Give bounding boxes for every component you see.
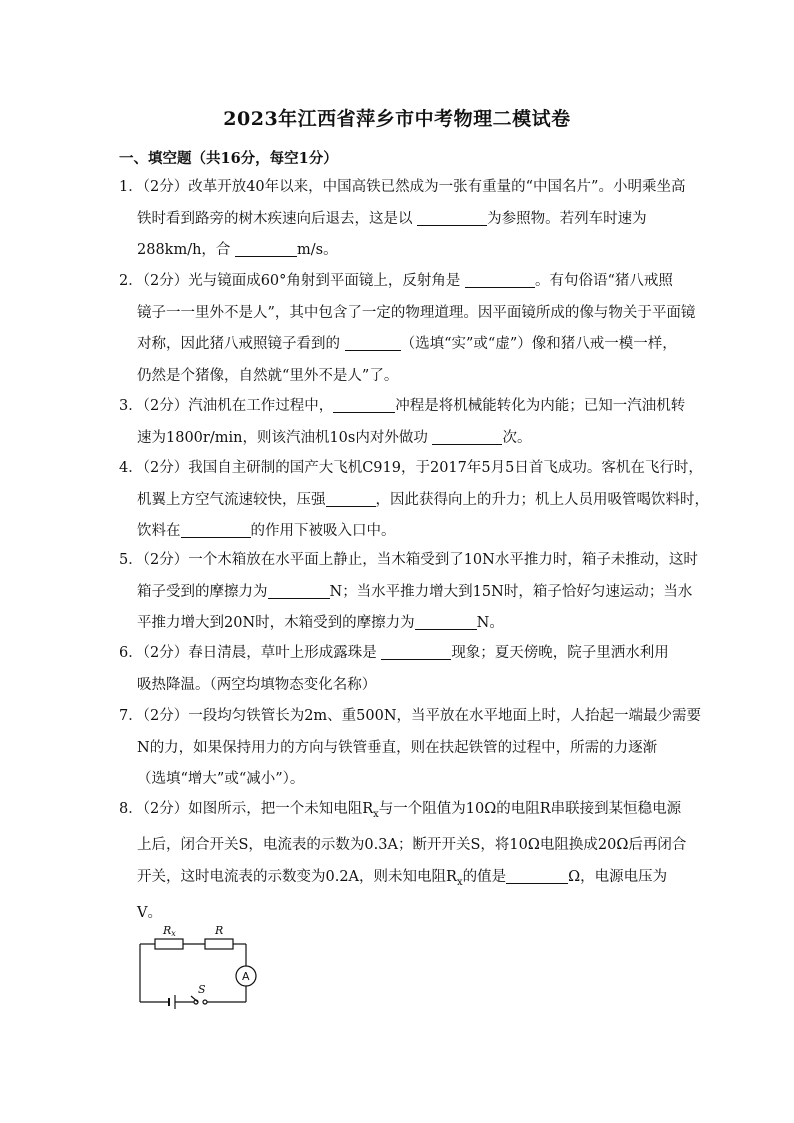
answer-blank[interactable]: [381, 643, 451, 660]
q2-text: （选填“实”或“虚”）像和猪八戒一模一样，: [400, 336, 677, 352]
q1-line-1: 1．（2分）改革开放40年以来，中国高铁已然成为一张有重量的“中国名片”。小明乘坐高: [119, 179, 686, 195]
question-4: [119, 453, 709, 548]
resistor-r: [205, 939, 233, 949]
q8-text: Ω，电源电压为: [568, 868, 668, 885]
answer-blank[interactable]: [345, 334, 401, 351]
q1-text: 铁时看到路旁的树木疾速向后退去，这是以: [137, 210, 418, 227]
q4-text: 饮料在: [137, 523, 181, 539]
q8-text: 开关，这时电流表的示数变为0.2A，则未知电阻R: [137, 868, 457, 885]
section-heading: 一、填空题（共16分，每空1分）: [119, 150, 338, 167]
resistor-rx: [155, 939, 183, 949]
q5-text: N；当水平推力增大到15N时，箱子恰好匀速运动；当水: [329, 583, 693, 600]
q5-line-2: [119, 577, 693, 609]
page-title: 2023年江西省萍乡市中考物理二模试卷: [223, 108, 571, 130]
circuit-diagram: [135, 918, 265, 1010]
answer-blank[interactable]: [326, 490, 376, 507]
q2-text: 对称，因此猪八戒照镜子看到的: [137, 336, 345, 352]
q1-text: m/s。: [297, 242, 338, 258]
q2-line-3: [119, 329, 679, 361]
q4-line-1: 4．（2分）我国自主研制的国产大飞机C919，于2017年5月5日首飞成功。客机在飞行时，: [119, 460, 703, 476]
q8-line-1: [119, 794, 682, 830]
q8-line-3: [119, 862, 679, 898]
answer-blank[interactable]: [268, 582, 330, 599]
answer-blank[interactable]: [506, 867, 568, 884]
question-1: [119, 172, 686, 267]
q4-text: 机翼上方空气流速较快，压强: [137, 491, 326, 508]
q6-text: 6．（2分）春日清晨，草叶上形成露珠是: [119, 645, 382, 661]
q4-line-3: [119, 516, 679, 548]
q7-line-1: 7．（2分）一段均匀铁管长为2m、重500N，当平放在水平地面上时，人抬起一端最少需要: [119, 708, 702, 724]
label-r: R: [215, 924, 224, 937]
q8-line-4: V。: [137, 905, 162, 922]
q8-text: 与一个阻值为10Ω的电阻R串联接到某恒稳电源: [378, 801, 682, 817]
switch-terminal: [203, 1000, 207, 1004]
q5-line-1: 5．（2分）一个木箱放在水平面上静止，当木箱受到了10N水平推力时，箱子未推动，这时: [119, 552, 698, 568]
q5-text: N。: [476, 615, 504, 631]
q8-line-2: 上后，闭合开关S，电流表的示数为0.3A；断开开关S，将10Ω电阻换成20Ω后再闭合: [137, 837, 687, 854]
answer-blank[interactable]: [181, 521, 251, 538]
question-7: [119, 701, 702, 796]
q3-line-2: [119, 423, 679, 455]
answer-blank[interactable]: [432, 428, 502, 445]
answer-blank[interactable]: [415, 613, 477, 630]
label-a: A: [242, 970, 250, 983]
q3-text: 3．（2分）汽油机在工作过程中，: [119, 398, 334, 414]
q7-line-2: N的力，如果保持用力的方向与铁管垂直，则在扶起铁管的过程中，所需的力逐渐: [137, 739, 658, 756]
q5-line-3: [119, 608, 679, 640]
q5-text: 箱子受到的摩擦力为: [137, 583, 268, 600]
q3-text: 速为1800r/min，则该汽油机10s内对外做功: [137, 429, 433, 446]
question-8: [119, 794, 687, 930]
answer-blank[interactable]: [333, 396, 395, 413]
q1-line-3: [119, 235, 679, 267]
q1-text: 288km/h，合: [137, 242, 236, 258]
q4-text: 的作用下被吸入口中。: [250, 523, 396, 539]
q2-line-1: [119, 266, 679, 298]
subscript: x: [373, 808, 379, 820]
question-5: [119, 545, 698, 640]
q6-line-1: [119, 638, 679, 670]
answer-blank[interactable]: [465, 271, 535, 288]
answer-blank[interactable]: [417, 209, 487, 226]
q1-line-2: [119, 204, 679, 236]
subscript: x: [456, 876, 463, 888]
question-3: [119, 391, 686, 454]
q8-text: 8．（2分）如图所示，把一个未知电阻R: [119, 801, 374, 817]
q6-text: 现象；夏天傍晚，院子里洒水利用: [451, 645, 669, 661]
q4-text: ，因此获得向上的升力；机上人员用吸管喝饮料时，: [375, 491, 709, 508]
q1-text: 为参照物。若列车时速为: [487, 210, 647, 227]
q2-text: 。有句俗语“猪八戒照: [535, 273, 673, 289]
q5-text: 平推力增大到20N时，木箱受到的摩擦力为: [137, 615, 415, 631]
q2-text: 2．（2分）光与镜面成60°角射到平面镜上，反射角是: [119, 273, 466, 289]
q6-line-2: 吸热降温。（两空均填物态变化名称）: [137, 676, 377, 693]
q4-line-2: [119, 485, 709, 517]
question-6: [119, 638, 679, 701]
answer-blank[interactable]: [235, 240, 297, 257]
q2-line-2: 镜子一一里外不是人”，其中包含了一定的物理道理。因平面镜所成的像与物关于平面镜: [137, 304, 696, 321]
label-s: S: [198, 983, 206, 996]
q7-line-3: （选填“增大”或“减小”）。: [137, 771, 305, 787]
label-rx: Rx: [163, 924, 176, 938]
q2-line-4: 仍然是个猪像，自然就“里外不是人”了。: [137, 367, 399, 384]
q3-text: 冲程是将机械能转化为内能；已知一汽油机转: [395, 398, 686, 414]
question-2: [119, 266, 696, 392]
q8-text: 的值是: [462, 868, 507, 885]
q3-line-1: [119, 391, 686, 423]
q3-text: 次。: [502, 429, 532, 446]
